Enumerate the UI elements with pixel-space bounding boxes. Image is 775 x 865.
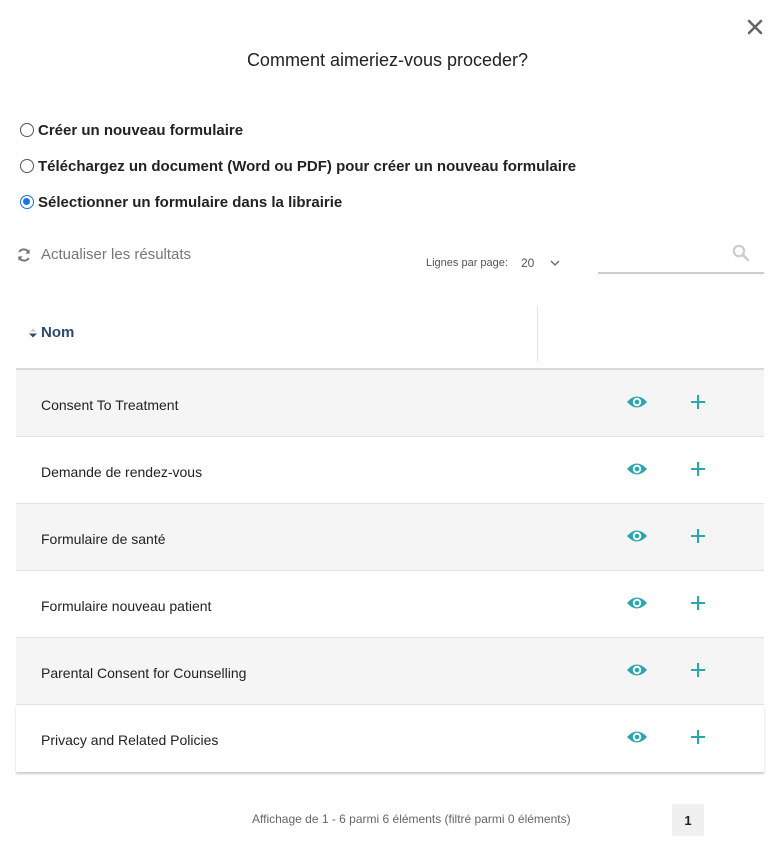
option-upload-document[interactable] <box>20 148 576 184</box>
option-label: Téléchargez un document (Word ou PDF) pour créer un nouveau formulaire <box>38 157 577 175</box>
add-button[interactable] <box>689 594 707 612</box>
close-icon <box>744 16 766 38</box>
view-button[interactable] <box>626 460 648 478</box>
eye-icon <box>626 594 648 612</box>
refresh-button[interactable] <box>16 246 191 263</box>
column-header-name[interactable] <box>28 324 74 341</box>
table-row[interactable] <box>16 638 764 705</box>
table-row[interactable] <box>16 504 764 571</box>
option-select-library[interactable] <box>20 184 576 220</box>
option-label: Sélectionner un formulaire dans la librairie <box>38 193 343 211</box>
add-button[interactable] <box>689 393 707 411</box>
view-button[interactable] <box>626 594 648 612</box>
plus-icon <box>689 728 707 746</box>
refresh-label: Actualiser les résultats <box>41 246 192 263</box>
chevron-down-icon <box>550 260 560 266</box>
add-button[interactable] <box>689 527 707 545</box>
add-button[interactable] <box>689 661 707 679</box>
rows-per-page-label: Lignes par page: <box>426 257 508 269</box>
table-row[interactable] <box>16 705 764 772</box>
sort-icon <box>28 327 38 339</box>
plus-icon <box>689 661 707 679</box>
form-name: Consent To Treatment <box>41 397 179 413</box>
radio-select-library[interactable] <box>20 195 34 209</box>
form-name: Privacy and Related Policies <box>41 732 219 748</box>
option-label: Créer un nouveau formulaire <box>38 121 244 139</box>
pagination-info: Affichage de 1 - 6 parmi 6 éléments (filtré parmi 0 éléments) <box>252 812 571 826</box>
view-button[interactable] <box>626 527 648 545</box>
add-button[interactable] <box>689 460 707 478</box>
rows-per-page-value: 20 <box>520 256 535 270</box>
search-box <box>598 238 764 274</box>
rows-per-page <box>426 256 560 270</box>
rows-per-page-select[interactable] <box>521 256 560 270</box>
eye-icon <box>626 661 648 679</box>
radio-upload-document[interactable] <box>20 159 34 173</box>
forms-table <box>16 300 764 772</box>
eye-icon <box>626 728 648 746</box>
form-name: Formulaire nouveau patient <box>41 598 212 614</box>
page-button-1[interactable]: 1 <box>672 804 704 836</box>
form-name: Parental Consent for Counselling <box>41 665 247 681</box>
view-button[interactable] <box>626 393 648 411</box>
view-button[interactable] <box>626 728 648 746</box>
eye-icon <box>626 527 648 545</box>
plus-icon <box>689 594 707 612</box>
search-icon[interactable] <box>732 244 750 262</box>
plus-icon <box>689 460 707 478</box>
plus-icon <box>689 393 707 411</box>
option-group <box>20 112 576 220</box>
add-button[interactable] <box>689 728 707 746</box>
table-row[interactable] <box>16 571 764 638</box>
form-name: Formulaire de santé <box>41 531 166 547</box>
search-input[interactable] <box>598 244 728 268</box>
eye-icon <box>626 460 648 478</box>
radio-create-new[interactable] <box>20 123 34 137</box>
option-create-new[interactable] <box>20 112 576 148</box>
view-button[interactable] <box>626 661 648 679</box>
table-header <box>16 300 764 370</box>
dialog-title: Comment aimeriez-vous proceder? <box>246 50 529 70</box>
form-name: Demande de rendez-vous <box>41 464 203 480</box>
plus-icon <box>689 527 707 545</box>
close-button[interactable] <box>744 16 766 38</box>
column-divider <box>537 306 538 362</box>
table-row[interactable] <box>16 437 764 504</box>
eye-icon <box>626 393 648 411</box>
column-label-name: Nom <box>41 324 75 341</box>
table-row[interactable] <box>16 370 764 437</box>
refresh-icon <box>16 247 32 263</box>
